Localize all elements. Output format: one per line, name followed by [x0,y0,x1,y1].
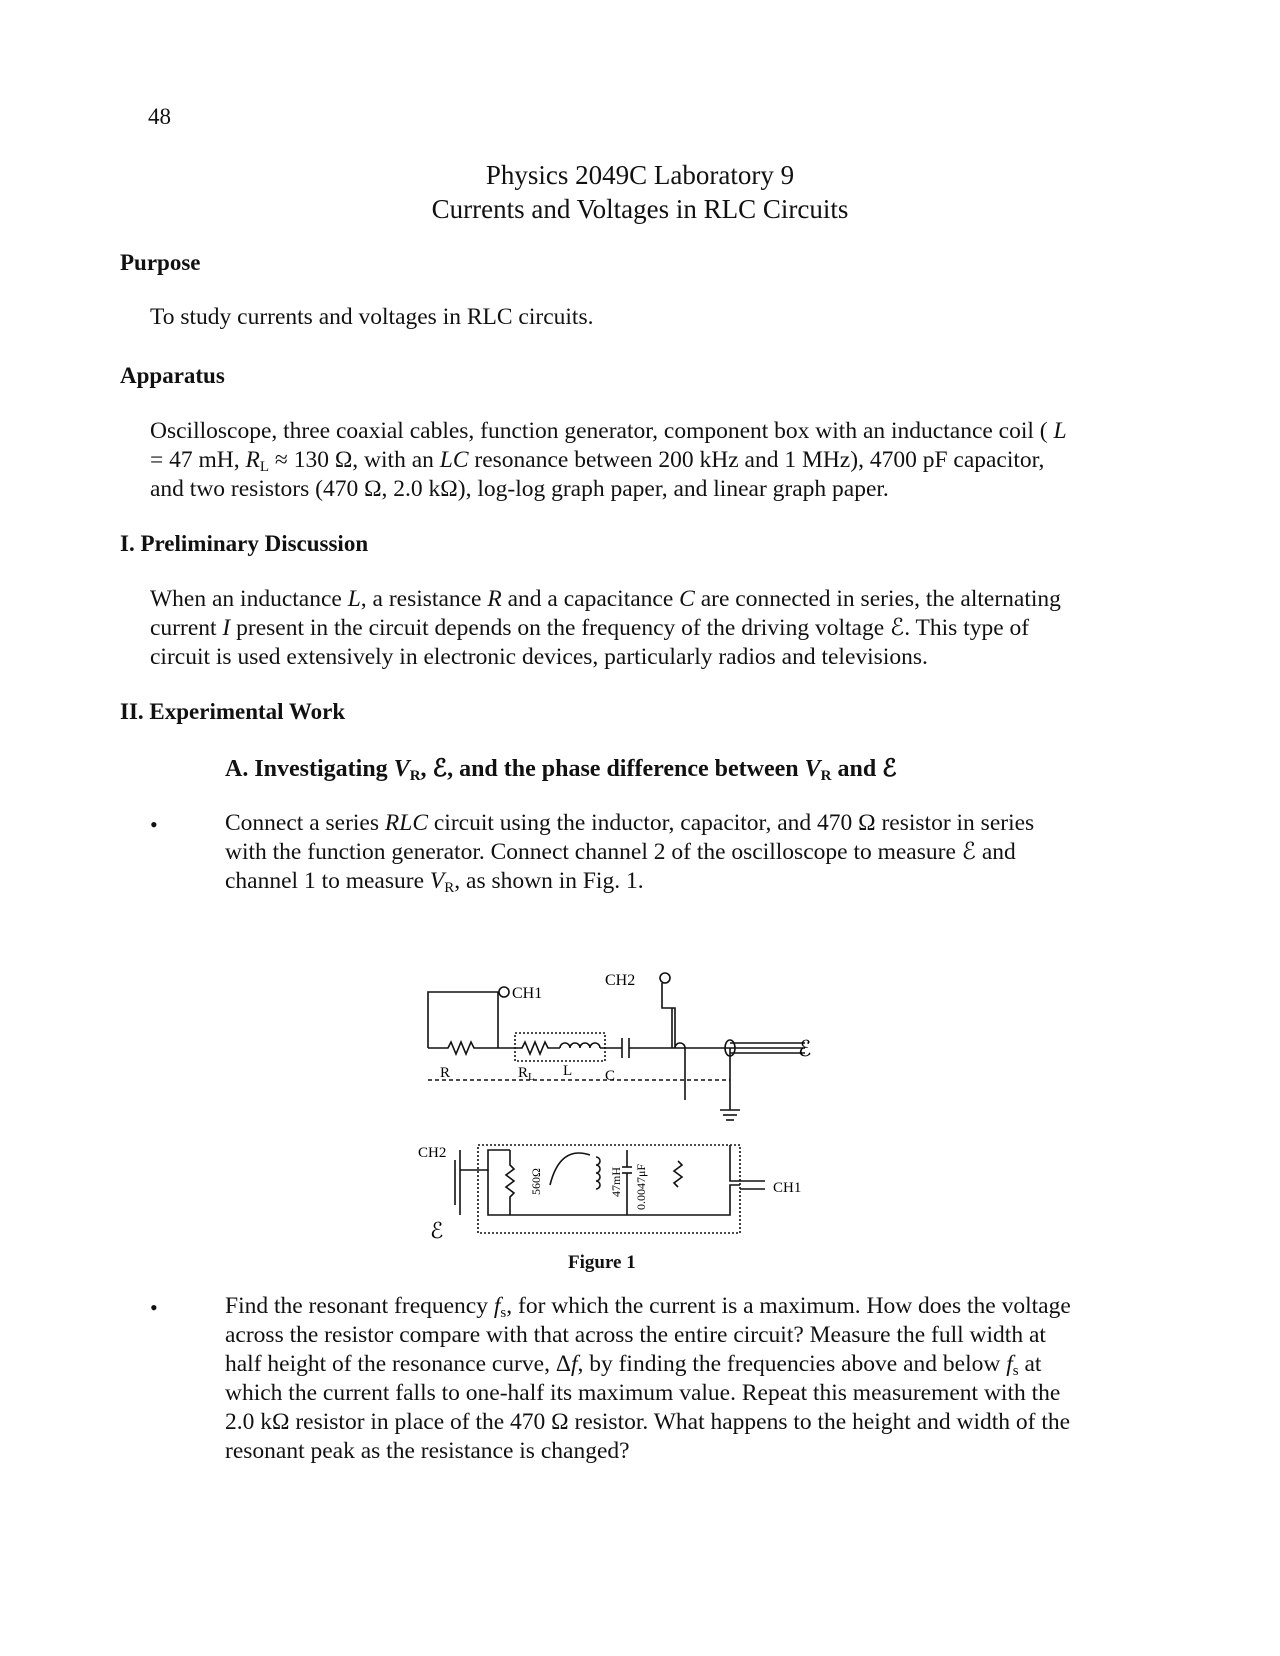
ch2-top-label: CH2 [605,972,636,989]
apparatus-text: Oscilloscope, three coaxial cables, function generator, component box with an inductance coil ( L = 47 mH, $R_L \approx 130$ Ω, with an LC resonance between 200 kHz and 1 MHz), 4700 pF capacitor, and two resistors (470 Ω, 2.0 kΩ), log-log graph paper, and linear graph paper. [150,418,1067,502]
capacitor-0047-label: 0.0047μF [634,1163,648,1210]
figure-caption: Figure 1 [568,1252,636,1273]
subheading-a: A. Investigating $V_R$, ℰ, and the phase difference between $V_R$ and ℰ [225,756,897,784]
resistor-rl [515,1042,560,1054]
emf-bottom-label: ℰ [430,1218,444,1243]
ch2-probe-connector [660,973,670,983]
inductor-47mh [596,1157,600,1189]
inductor-47mh-label: 47mH [609,1167,623,1197]
emf-right-label: ℰ [798,1036,812,1061]
purpose-text: To study currents and voltages in RLC circuits. [150,304,594,330]
purpose-heading: Purpose [120,250,201,275]
ch1-top-label: CH1 [512,985,543,1002]
page-title: Physics 2049C Laboratory 9 [485,160,795,190]
resistor-rl-label: $R_L$ [518,1065,535,1083]
ch1-bottom-label: CH1 [773,1180,802,1196]
ch2-bottom-label: CH2 [418,1145,447,1161]
experimental-heading: II. Experimental Work [120,699,346,724]
bullet-1-text: Connect a series RLC circuit using the inductor, capacitor, and 470 Ω resistor in series with the function generator. Connect channel 2 of the oscilloscope to measure ℰ and channel 1 to measure $V_R$, as shown in Fig. 1. [225,810,1035,896]
ch1-probe-connector [499,987,509,997]
preliminary-text: When an inductance L, a resistance R and a capacitance C are connected in series, the alternating current I present in the circuit depends on the frequency of the driving voltage ℰ. This type of circuit is used extensively in electronic devices, particularly radios and televisions. [150,586,1061,670]
resistor-box [674,1161,682,1187]
page-number: 48 [148,104,171,129]
apparatus-heading: Apparatus [120,363,225,388]
inductor-l [560,1043,600,1048]
resistor-r-label: R [440,1065,451,1081]
capacitor-c-label: C [605,1068,616,1084]
bullet-2-marker: • [150,1295,158,1320]
bullet-2-text: Find the resonant frequency $f_s$, for which the current is a maximum. How does the voltage across the resistor compare with that across the entire circuit? Measure the full width at half height of the resonance curve, Δf, by finding the frequencies above and below $f_s$ at which the current falls to one-half its maximum value. Repeat this measurement with the 2.0 kΩ resistor in place of the 470 Ω resistor. What happens to the height and width of the resonant peak as the resistance is changed? [225,1293,1071,1464]
circuit-diagram [400,935,890,1255]
resistor-560 [506,1150,514,1215]
resistor-560-label: 560Ω [529,1168,543,1195]
top-left-loop-wire [428,992,498,1048]
bullet-1-marker: • [150,812,158,837]
preliminary-heading: I. Preliminary Discussion [120,531,369,556]
resistor-r [428,1042,515,1054]
inductor-l-label: L [563,1063,573,1079]
page-subtitle: Currents and Voltages in RLC Circuits [431,194,849,224]
